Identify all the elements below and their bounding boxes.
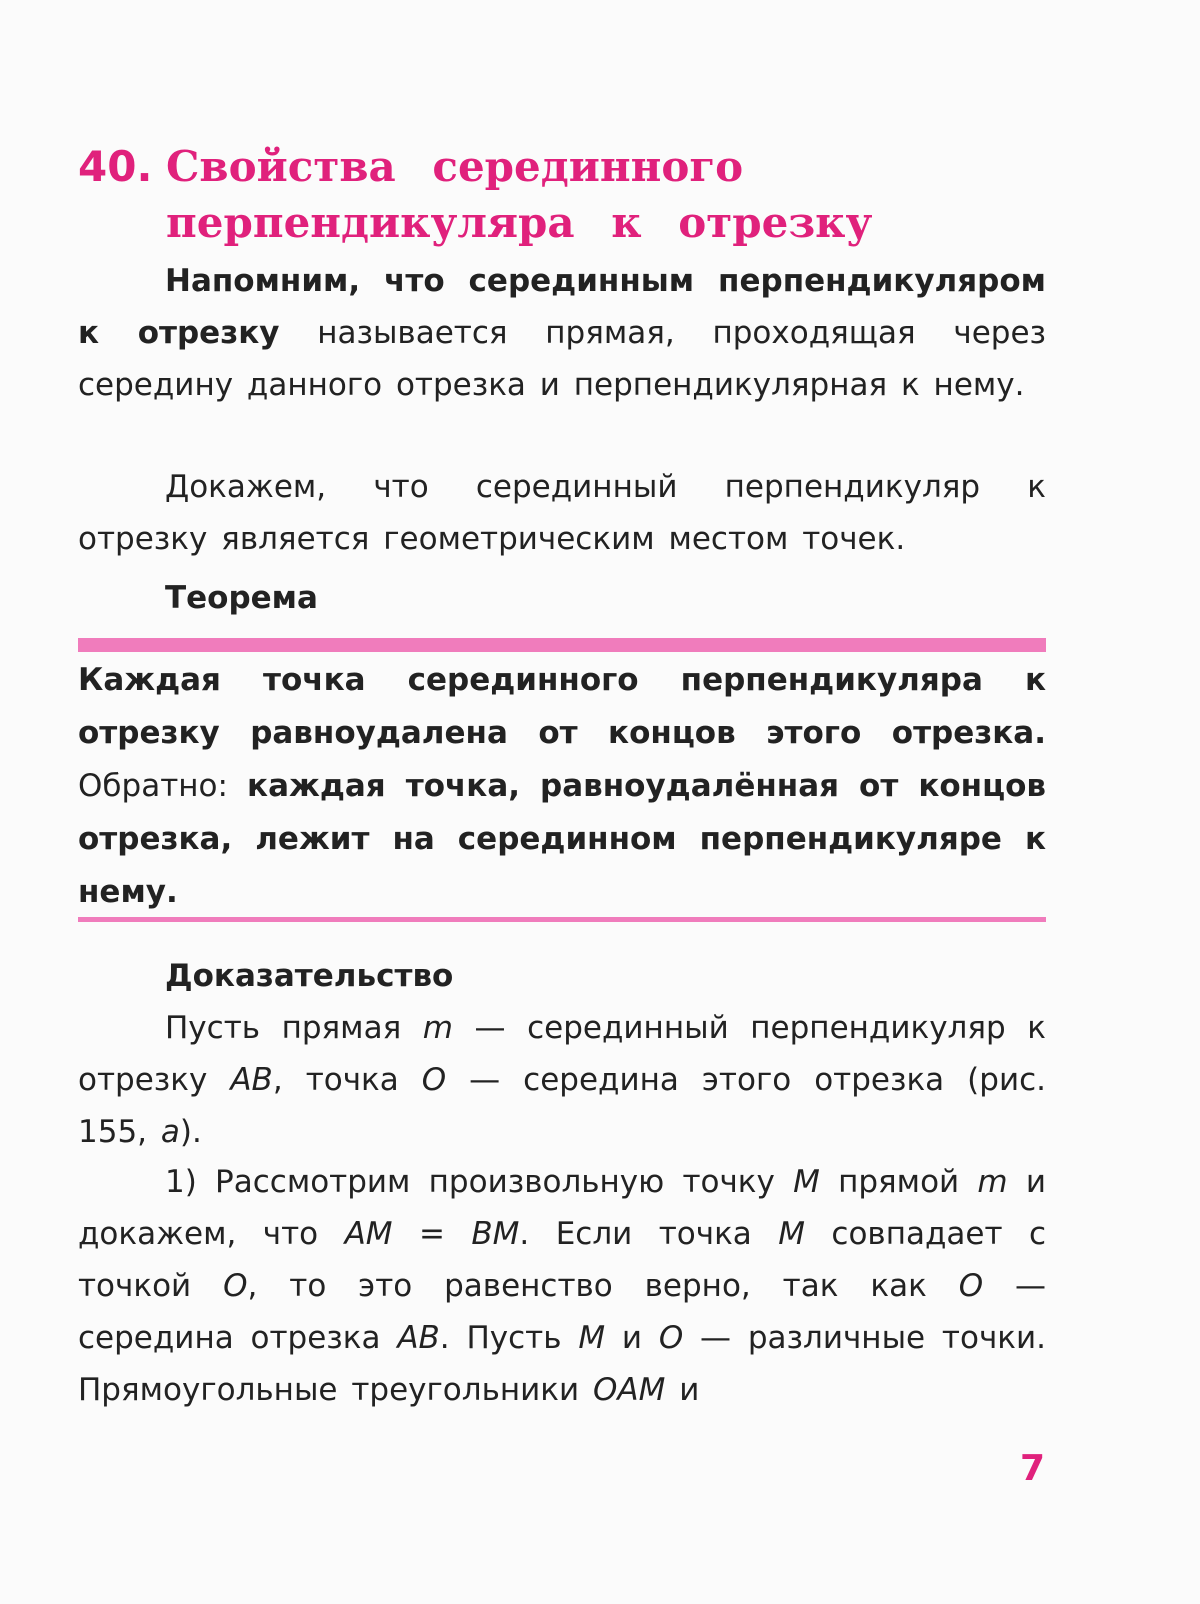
var-ab: AB bbox=[230, 1062, 273, 1098]
theorem-label: Теорема bbox=[165, 580, 318, 616]
var-oam: OAM bbox=[592, 1372, 666, 1408]
intro-text: называется прямая, проходящая через середину данного отрезка и перпендикулярная к нему. bbox=[78, 315, 1046, 403]
intro-paragraph bbox=[78, 255, 1046, 411]
equation: AM = BM bbox=[344, 1216, 520, 1252]
var-m: M bbox=[578, 1320, 606, 1356]
claim-paragraph: Докажем, что серединный перпендикуляр к отрезку является геометрическим местом точек. bbox=[78, 469, 1046, 557]
var-o: O bbox=[421, 1062, 447, 1098]
proof-label: Доказательство bbox=[165, 958, 454, 994]
proof-paragraph-1: Пусть прямая m — серединный перпендикуляр к отрезку AB, точка O — середина этого отрезка (рис. 155, а). bbox=[78, 1010, 1047, 1150]
theorem-converse-label: Обратно: bbox=[78, 768, 248, 804]
var-m: m bbox=[422, 1010, 453, 1046]
proof-paragraph-2: 1) Рассмотрим произвольную точку M прямой m и докажем, что AM = BM. Если точка M совпадает с точкой O, то это равенство верно, так как O — середина отрезка AB. Пусть M и O — различные точки. Прямоугольные треугольники OAM и bbox=[78, 1164, 1047, 1408]
var-o: O bbox=[223, 1268, 248, 1304]
theorem-top-rule bbox=[78, 638, 1046, 652]
theorem-statement bbox=[78, 654, 1046, 919]
section-number: 40. bbox=[78, 142, 153, 191]
var-m: m bbox=[977, 1164, 1008, 1200]
intro-bold-term: Напомним, что серединным перпендикуляром к отрезку bbox=[78, 263, 1046, 351]
section-title-line1: Свойства серединного bbox=[166, 142, 744, 191]
section-title-line2: перпендикуляра к отрезку bbox=[166, 198, 873, 247]
theorem-direct: Каждая точка серединного перпендикуляра к отрезку равноудалена от концов этого отрезка. bbox=[78, 662, 1046, 751]
var-m: M bbox=[778, 1216, 805, 1252]
theorem-converse: каждая точка, равноудалённая от концов отрезка, лежит на серединном перпендикуляре к нему. bbox=[78, 768, 1046, 910]
var-o: O bbox=[958, 1268, 984, 1304]
theorem-bottom-rule bbox=[78, 917, 1046, 922]
figure-ref-letter: а bbox=[160, 1114, 180, 1150]
var-o: O bbox=[658, 1320, 684, 1356]
page-number: 7 bbox=[1020, 1448, 1046, 1489]
var-ab: AB bbox=[397, 1320, 440, 1356]
var-m: M bbox=[793, 1164, 820, 1200]
